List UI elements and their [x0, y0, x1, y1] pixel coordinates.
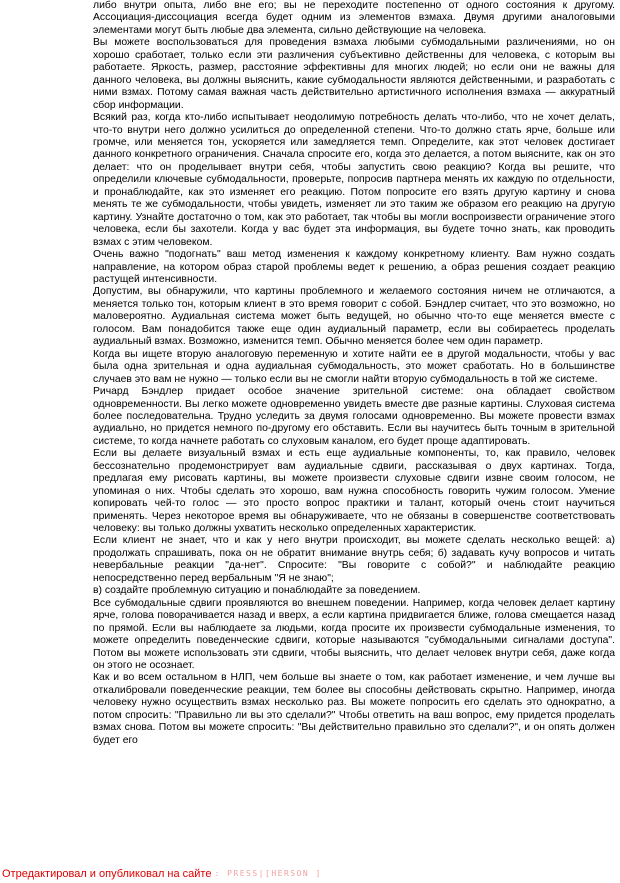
page-footer [2, 867, 322, 881]
paragraph-2: Вы можете воспользоваться для проведения взмаха любыми субмодальными различениями, но он хорошо сработает, только если эти различения субъективно действенны для человека, с которым вы работаете. Яркость, размер, расстояние эффективны для многих людей; но если они не важны для данного человека, вы должны выяснить, какие субмодальности являются действенными, и разработать с ними взмах. Потому самая важная часть действительно артистичного исполнения взмаха — аккуратный сбор информации. [93, 37, 615, 111]
paragraph-11: Все субмодальные сдвиги проявляются во внешнем поведении. Например, когда человек делает картину ярче, голова поворачивается назад и вверх, а если картина придвигается ближе, голова смещается назад по прямой. Если вы наблюдаете за людьми, когда просите их произвести субмодальные изменения, то можете определить поведенческие сдвиги, которые называются "субмодальными сигналами доступа". Потом вы можете использовать эти сдвиги, чтобы выяснить, что делает человек внутри себя, даже когда он этого не осознает. [93, 597, 615, 672]
site-logo[interactable]: : PRESS|[HERSON ] [214, 869, 322, 878]
footer-credit-text: Отредактировал и опубликовал на сайте [2, 868, 212, 880]
paragraph-1: либо внутри опыта, либо вне его; вы не переходите постепенно от одного состояния к другому. Ассоциация-диссоциация всегда будет одним из элементов взмаха. Двумя другими аналоговыми элементами могут быть любые два элемента, сильно действующие на человека. [93, 0, 615, 36]
paragraph-6: Когда вы ищете вторую аналоговую переменную и хотите найти ее в другой модальности, чтобы у вас была одна зрительная и одна аудиальная субмодальность, это может сработать. Но в большинстве случаев это вам не нужно — только если вы не смогли найти вторую субмодальность в той же системе. [93, 348, 615, 385]
paragraph-12: Как и во всем остальном в НЛП, чем больше вы знаете о том, как работает изменение, и чем лучше вы откалибровали поведенческие реакции, тем более вы способны действовать скрытно. Например, иногда человеку нужно осуществить взмах несколько раз. Вы можете попросить его сделать это однократно, а потом спросить: "Правильно ли вы это сделали?" Чтобы ответить на ваш вопрос, ему придется проделать взмах снова. Потом вы можете спросить: "Вы действительно правильно это сделали?", и он опять должен будет его [93, 672, 615, 746]
paragraph-4: Очень важно "подогнать" ваш метод изменения к каждому конкретному клиенту. Вам нужно создать направление, на котором образ старой проблемы ведет к решению, а образ решения создает реакцию растущей интенсивности. [93, 249, 615, 285]
paragraph-8: Если вы делаете визуальный взмах и есть еще аудиальные компоненты, то, как правило, человек бессознательно продемонстрирует вам аудиальные сдвиги, рассказывая о двух картинах. Тогда, предлагая ему рисовать картины, вы можете произвести слуховые сдвиги извне своим голосом, не упоминая о них. Чтобы сделать это хорошо, вам нужна способность говорить чужим голосом. Умение копировать чей-то голос — это просто вопрос практики и талант, который очень стоит научиться применять. Через некоторое время вы обнаруживаете, что не обязаны в совершенстве соответствовать человеку: вы только должны ухватить несколько определенных характеристик. [93, 448, 615, 535]
paragraph-9: Если клиент не знает, что и как у него внутри происходит, вы можете сделать несколько вещей: а) продолжать спрашивать, пока он не обратит внимание внутрь себя; б) задавать кучу вопросов и читать невербальные реакции "да-нет". Спросите: "Вы говорите с собой?" и наблюдайте реакцию непосредственно перед вербальным "Я не знаю"; [93, 535, 615, 584]
document-body [93, 0, 615, 747]
paragraph-5: Допустим, вы обнаружили, что картины проблемного и желаемого состояния ничем не отличаются, а меняется только тон, которым клиент в это время говорит с собой. Бэндлер считает, что это возможно, но маловероятно. Аудиальная система может быть ведущей, но обычно что-то еще меняется вместе с голосом. Вам понадобится также еще один аудиальный параметр, если вы собираетесь проделать аудиальный взмах. Возможно, изменится темп. Обычно меняется более чем один параметр. [93, 286, 615, 348]
paragraph-3: Всякий раз, когда кто-либо испытывает неодолимую потребность делать что-либо, что не хочет делать, что-то внутри него должно усилиться до определенной степени. Что-то должно стать ярче, больше или громче, или меняется тон, ускоряется или замедляется темп. Определите, как этот человек достигает данного конкретного ограничения. Сначала спросите его, когда это делается, а потом выясните, как он это делает: что он проделывает внутри себя, чтобы запустить свою реакцию? Когда вы решите, что определили ключевые субмодальности, проверьте, попросив партнера менять их каждую по отдельности, и пронаблюдайте, как это изменяет его реакцию. Потом попросите его взять другую картину и снова менять те же субмодальности, чтобы увидеть, изменяет ли это таким же образом его реакцию на другую картину. Узнайте достаточно о том, как это работает, так чтобы вы могли воспроизвести ограничение этого человека, если бы захотели. Когда у вас будет эта информация, вы будете точно знать, как проводить взмах с этим человеком. [93, 112, 615, 248]
paragraph-10: в) создайте проблемную ситуацию и понаблюдайте за поведением. [93, 585, 421, 597]
paragraph-7: Ричард Бэндлер придает особое значение зрительной системе: она обладает свойством одновременности. Вы легко можете одновременно увидеть вместе две разные картины. Слуховая система более последовательна. Трудно уследить за двумя голосами одновременно. Вы можете провести взмах аудиально, но придется немного по-другому его обставить. Если вы научитесь быть точным в зрительной системе, то когда начнете работать со слуховым каналом, его будет проще адаптировать. [93, 386, 615, 447]
